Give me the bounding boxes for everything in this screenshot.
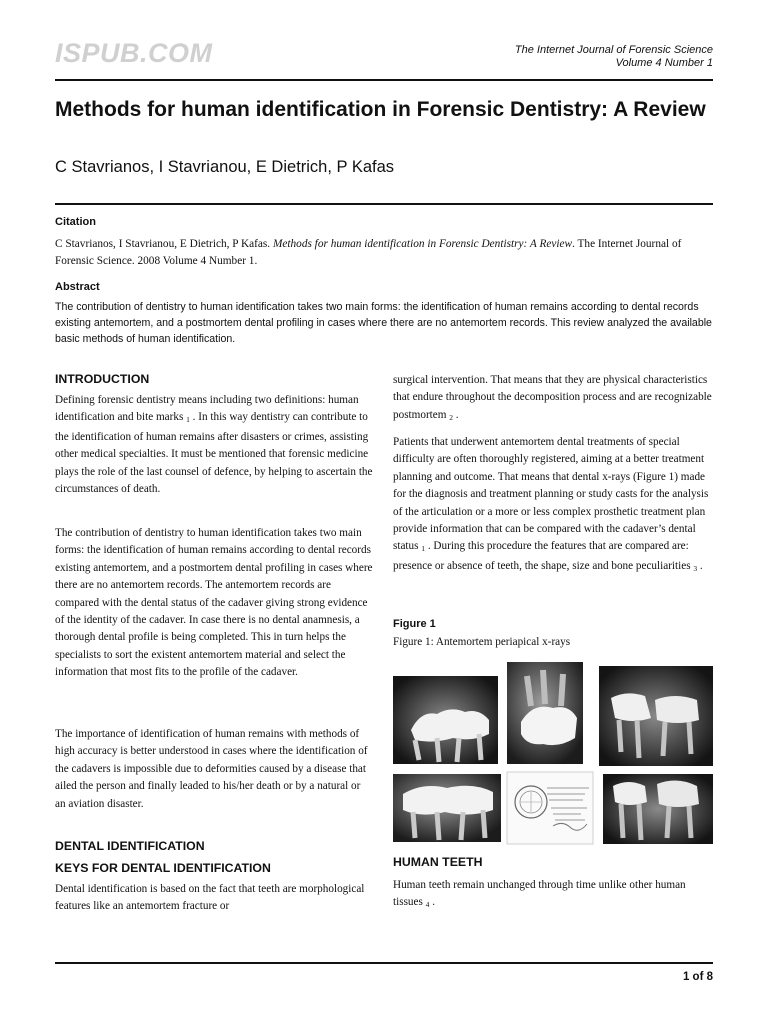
dental-identification-paragraph: Dental identification is based on the fact that teeth are morphological features like an antemortem fracture or [55,883,365,913]
introduction-paragraph-3: The importance of identification of human remains with methods of high accuracy is better understood in cases where the identification of the cadavers is impossible due to deformities caused by a disease that ailed the person and finally leaded to his/her death or by a natural or an aviation disaster. [55,728,368,810]
right-p2-text-cont: . During this procedure the features that are compared are: presence or absence of teeth, the shape, size and bone peculiarities [393,540,691,572]
page-number: 1 of 8 [682,971,713,983]
site-logo[interactable]: ISPUB.COM [55,38,213,68]
right-p2-text-end: . [697,559,703,572]
human-teeth-heading: HUMAN TEETH [393,855,483,869]
title-divider [55,203,713,205]
reference-marker[interactable]: 3 [693,563,698,573]
right-p1-text: surgical intervention. That means that they are physical characteristics that endure throughout the decomposition process and are recognizable postmortem [393,374,712,421]
human-teeth-text-cont: . [429,896,435,909]
dental-identification-heading: DENTAL IDENTIFICATION [55,839,205,853]
journal-info [515,44,713,70]
right-p2-text: Patients that underwent antemortem dental treatments of special difficulty are often thoroughly registered, aiming at a better treatment planning and outcome. That means that dental x-rays (Figure 1) made for the diagnosis and treatment planning or study casts for the analysis of the articulation or a more or less complex prosthetic treatment plan provide information that can be compared with the cadaver’s dental status [393,436,709,553]
citation-label: Citation [55,216,96,228]
intro-p1-text: Defining forensic dentistry means including two definitions: human identification and bite marks [55,394,359,424]
human-teeth-text: Human teeth remain unchanged through time unlike other human tissues [393,879,686,909]
keys-subheading: KEYS FOR DENTAL IDENTIFICATION [55,861,271,875]
abstract-text: The contribution of dentistry to human identification takes two main forms: the identification of human remains according to dental records existing antemortem, and a postmortem dental profiling in cases where there are no antemortem records. This review analyzed the available basic methods of human identification. [55,301,712,345]
xray-figure-image [393,662,713,845]
article-title: Methods for human identification in Forensic Dentistry: A Review [55,98,706,121]
reference-marker[interactable]: 1 [186,415,190,425]
abstract-label: Abstract [55,281,100,293]
header-divider [55,79,713,81]
article-authors: C Stavrianos, I Stavrianou, E Dietrich, P Kafas [55,158,395,176]
human-teeth-paragraph [393,877,713,914]
figure-label: Figure 1 [393,618,436,630]
footer-divider [55,962,713,964]
citation-source: . The Internet Journal of Forensic Science. 2008 Volume 4 Number 1. [55,238,682,267]
citation-title: Methods for human identification in Forensic Dentistry: A Review [272,238,573,250]
right-p1-text-cont: . [453,408,459,421]
introduction-paragraph-1 [55,392,373,498]
journal-name: The Internet Journal of Forensic Science [514,44,713,56]
introduction-heading: INTRODUCTION [55,372,150,386]
right-paragraph-1 [393,372,713,426]
reference-marker[interactable]: 4 [425,900,430,910]
introduction-paragraph-2: The contribution of dentistry to human identification takes two main forms: the identification of human remains according to dental records existing antemortem, and a postmortem dental profiling in cases where there are no antemortem records. The antemortem records are compared with the dental status of the cadaver giving strong evidence of the identity of the cadaver. In case there is no dental anamnesis, a thorough dental profile is being completed. This in turn helps the specialists to sort the existent antemortem material and select the information that most fits to the profile of the cadaver. [55,527,373,679]
right-paragraph-2 [393,434,713,577]
citation-text [55,236,715,270]
reference-marker[interactable]: 2 [449,412,453,422]
figure-caption: Figure 1: Antemortem periapical x-rays [393,636,571,648]
journal-volume: Volume 4 Number 1 [615,57,713,69]
intro-p1-text-cont: . In this way dentistry can contribute to the identification of human remains after disasters or crimes, assisting other medical specialties. It must be mentioned that forensic medicine plays the role of the last counsel of defence, by helping to ascertain the circumstances of death. [55,411,373,496]
reference-marker[interactable]: 1 [421,544,426,554]
citation-authors: C Stavrianos, I Stavrianou, E Dietrich, P Kafas. [55,238,273,250]
